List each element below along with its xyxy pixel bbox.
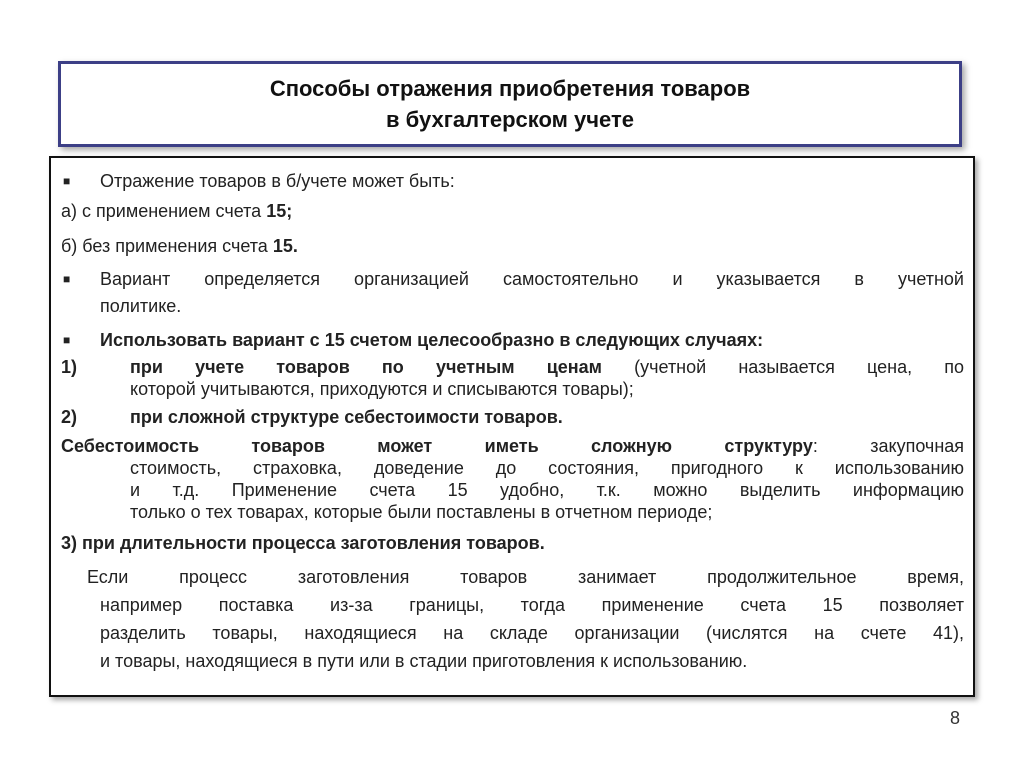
cost-line-1: Себестоимость товаров может иметь сложную структуру: закупочная [61,436,965,456]
variant-line-2: политике. [100,296,182,316]
case-3-text: 3) при длительности процесса заготовления товаров. [61,533,545,553]
option-a: а) с применением счета 15; [61,201,293,221]
case-1-line-2: которой учитываются, приходуются и списываются товары); [130,379,634,399]
process-line-2: например поставка из-за границы, тогда применение счета 15 позволяет [100,595,964,615]
slide-title-line-2: в бухгалтерском учете [386,107,634,132]
process-line-1: Если процесс заготовления товаров занимает продолжительное время, [87,567,964,587]
intro-text: Отражение товаров в б/учете может быть: [100,171,455,191]
case-2-text: при сложной структуре себестоимости товаров. [130,407,563,427]
slide-number: 8 [950,708,961,728]
slide-title-line-1: Способы отражения приобретения товаров [269,76,751,101]
process-line-3: разделить товары, находящиеся на складе организации (числятся на счете 41), [100,623,964,643]
process-line-4: и товары, находящиеся в пути или в стадии приготовления к использованию. [100,651,748,671]
case-2-number: 2) [61,407,78,427]
variant-line-1: Вариант определяется организацией самостоятельно и указывается в учетной [100,269,964,289]
cost-line-3: и т.д. Применение счета 15 удобно, т.к. можно выделить информацию [130,480,964,500]
bullet-marker: ■ [63,333,71,347]
slide-title-box [58,61,962,147]
option-b: б) без применения счета 15. [61,236,298,256]
bullet-marker: ■ [63,174,71,188]
bullet-marker: ■ [63,272,71,286]
case-1-line-1: при учете товаров по учетным ценам (учетной называется цена, по [130,357,964,377]
slide-content-box [49,156,975,697]
use-heading: Использовать вариант с 15 счетом целесообразно в следующих случаях: [100,330,764,350]
case-1-number: 1) [61,357,78,377]
cost-line-2: стоимость, страховка, доведение до состояния, пригодного к использованию [130,458,964,478]
cost-line-4: только о тех товарах, которые были поставлены в отчетном периоде; [130,502,713,522]
